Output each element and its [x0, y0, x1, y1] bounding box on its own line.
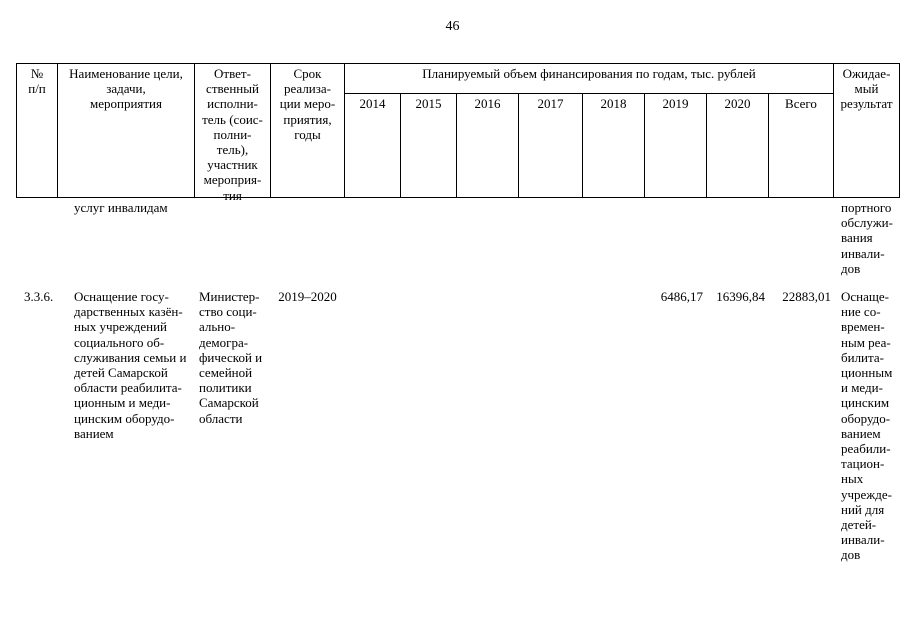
header-name: Наименование цели, задачи, мероприятия	[69, 66, 183, 112]
row-name: Оснащение госу- дарственных казён- ных учреждений социального об- служивания семьи и детей Самарской области реабилита- ционным и меди- цинским оборудо- ванием	[74, 289, 187, 441]
year-2018: 2018	[600, 96, 627, 111]
year-2016: 2016	[474, 96, 501, 111]
col-border	[899, 63, 900, 198]
name-continuation: услуг инвалидам	[74, 200, 168, 215]
year-2017: 2017	[537, 96, 564, 111]
row-result: Оснаще- ние со- времен- ным реа- билита- ционным и меди- цинским оборудо- ванием реабили- тацион- ных учрежде- ний для детей- инвали- дов	[841, 289, 893, 563]
years-rule	[344, 93, 833, 94]
year-total: Всего	[785, 96, 817, 111]
header-num: № п/п	[28, 66, 46, 97]
col-border	[344, 63, 345, 198]
row-term: 2019–2020	[278, 289, 337, 304]
row-value-2020: 16396,84	[716, 289, 765, 304]
year-2020: 2020	[724, 96, 751, 111]
row-executor: Министер- ство соци- ально- демогра- фической и семейной политики Самарской области	[199, 289, 263, 426]
row-value-2019: 6486,17	[660, 289, 703, 304]
page-number: 46	[445, 19, 460, 34]
year-2015: 2015	[415, 96, 442, 111]
row-number: 3.3.6.	[24, 289, 54, 304]
result-continuation: портного обслужи- вания инвали- дов	[841, 200, 893, 276]
header-funding-title: Планируемый объем финансирования по годам, тыс. рублей	[422, 66, 756, 81]
header-executor: Ответ- ственный исполни- тель (соис- полни- тель), участник мероприя- тия	[202, 66, 263, 203]
row-value-total: 22883,01	[782, 289, 831, 304]
year-2014: 2014	[359, 96, 386, 111]
header-top-rule	[16, 63, 899, 64]
header-result: Ожидае- мый результат	[840, 66, 893, 112]
year-2019: 2019	[662, 96, 689, 111]
header-term: Срок реализа- ции меро- приятия, годы	[279, 66, 336, 142]
header-bottom-rule	[16, 197, 899, 198]
